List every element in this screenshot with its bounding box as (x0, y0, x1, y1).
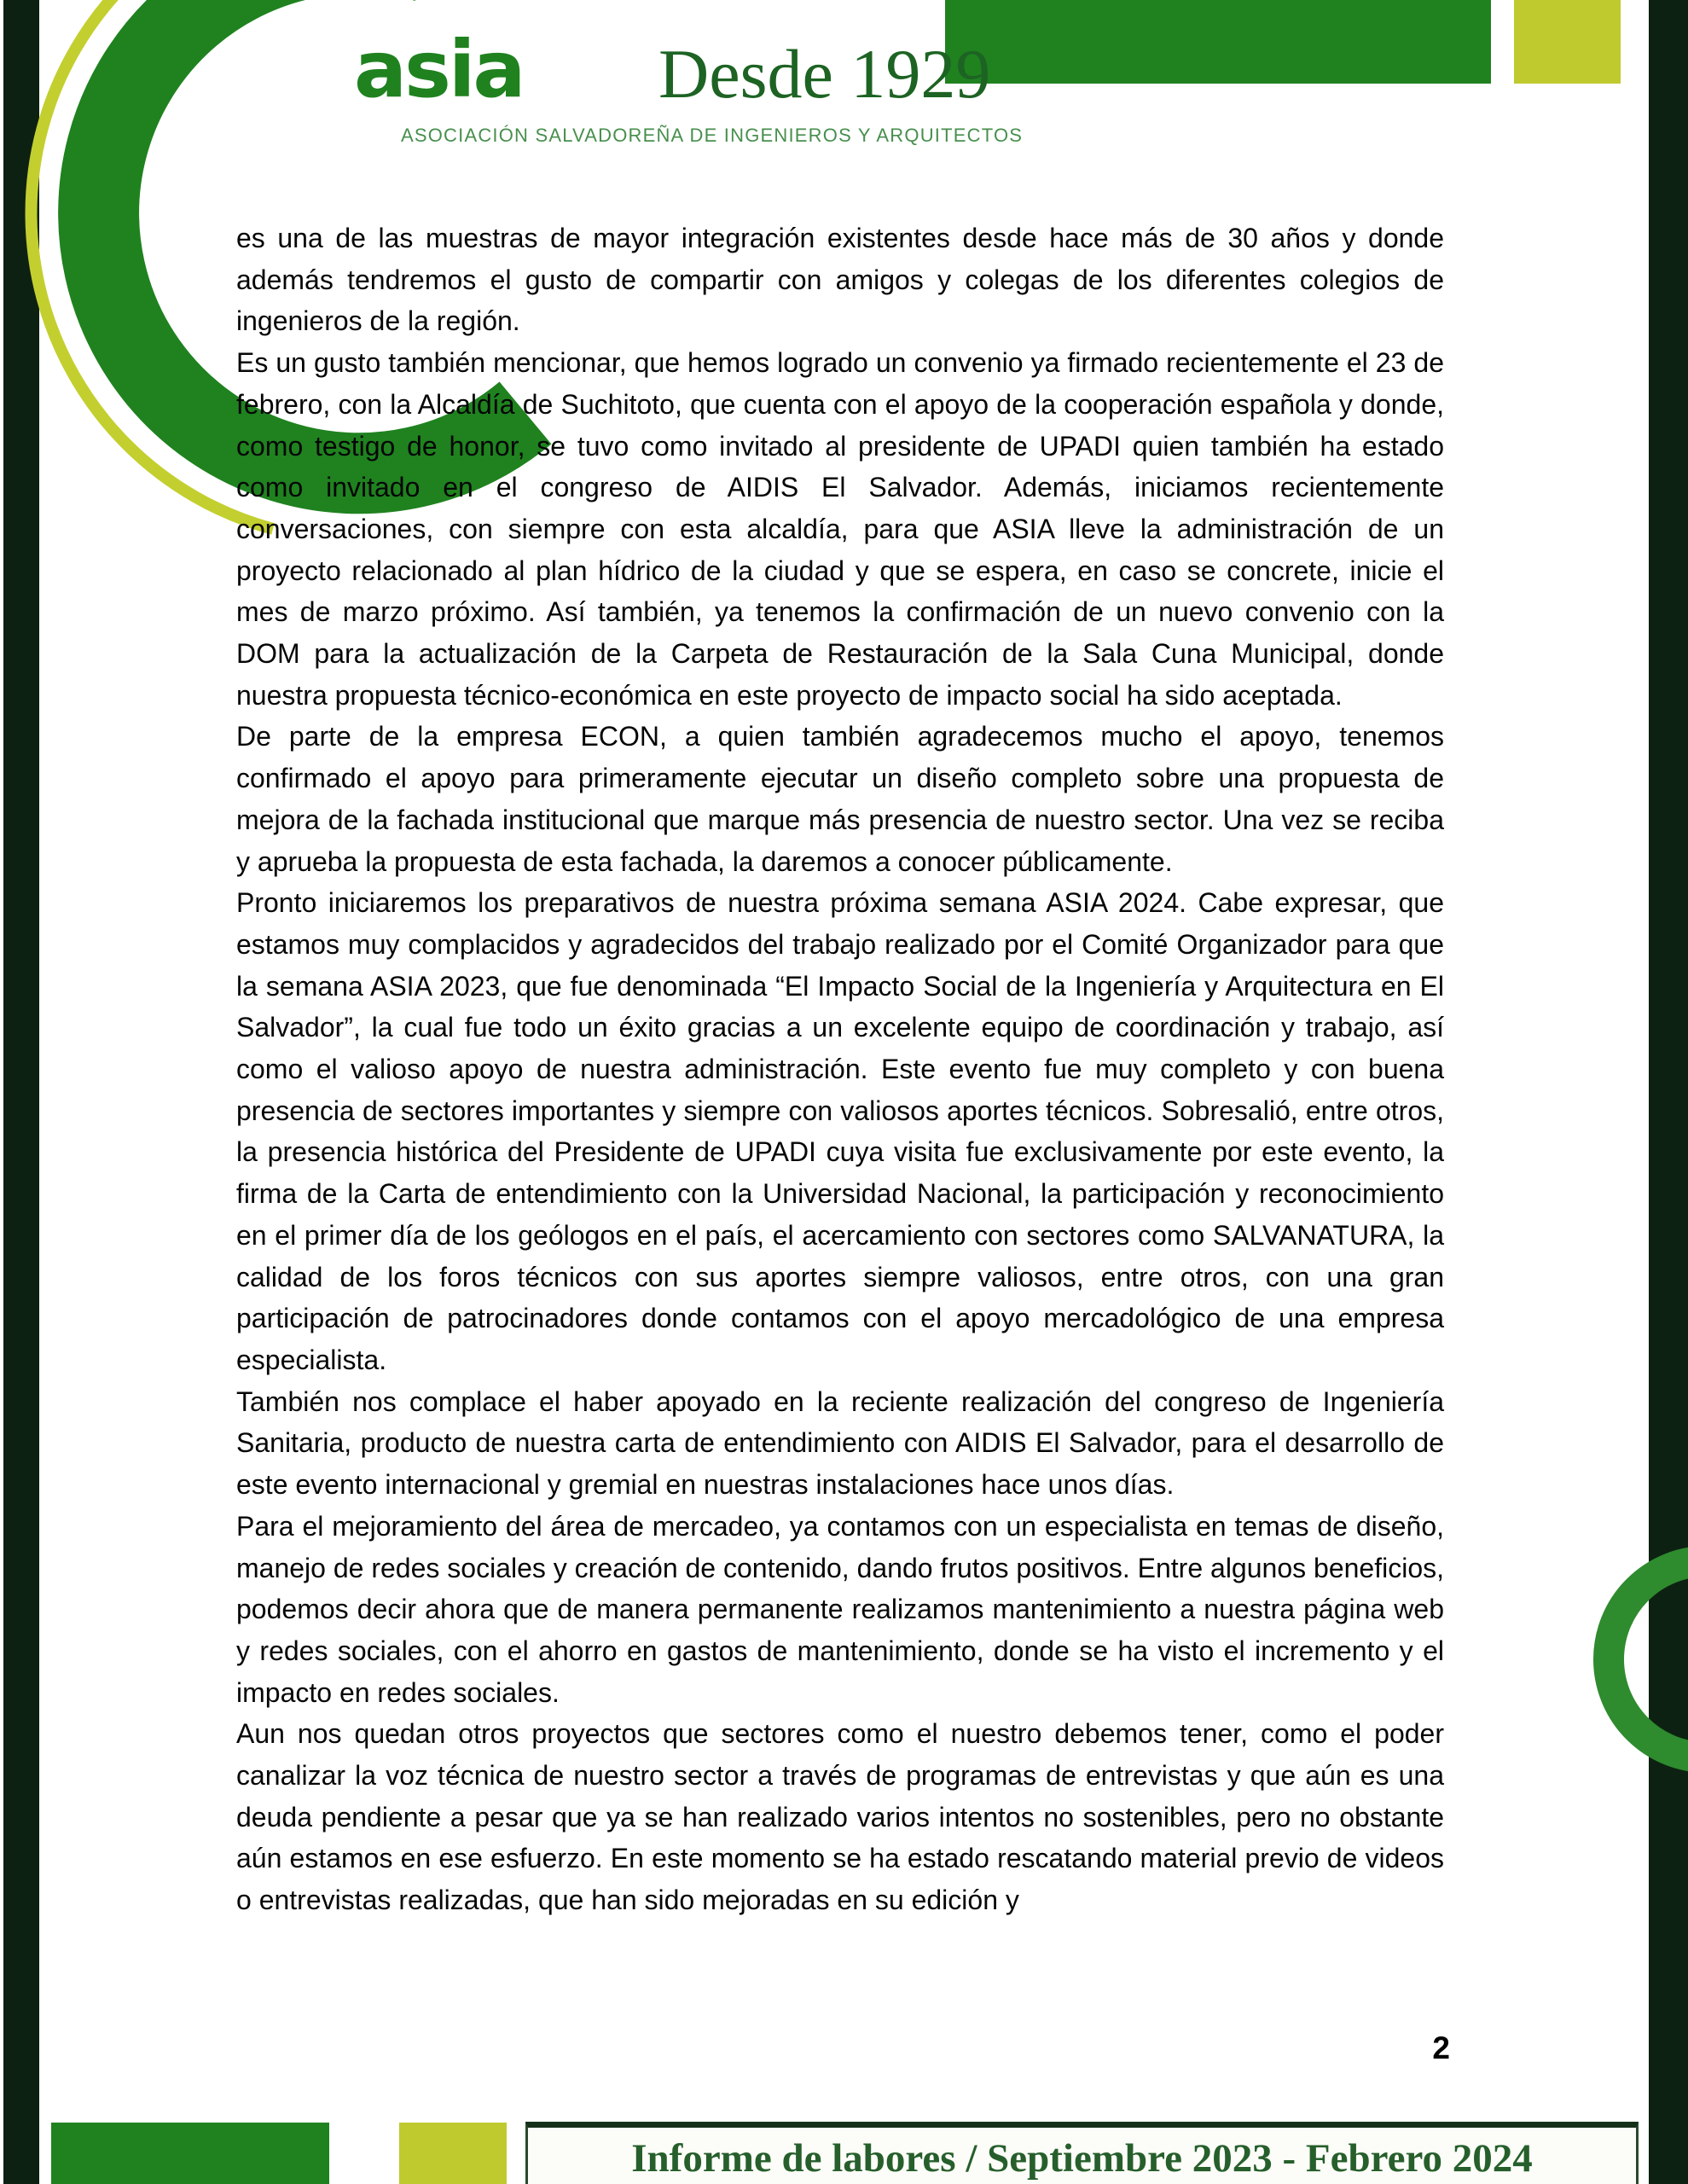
header-yellow-block (1514, 0, 1621, 84)
paragraph: También nos complace el haber apoyado en la reciente realización del congreso de Ingeniería Sanitaria, producto de nuestra carta de entendimiento con AIDIS El Salvador, para el desarrollo de este evento internacional y gremial en nuestras instalaciones hace unos días. (236, 1385, 1444, 1501)
asia-logo-text: asia (354, 24, 524, 115)
paragraph: Es un gusto también mencionar, que hemos logrado un convenio ya firmado recientemente el 23 de febrero, con la Alcaldía de Suchitoto, que cuenta con el apoyo de la cooperación española y donde, como testigo de honor, se tuvo como invitado al presidente de UPADI quien también ha estado como invitado en el congreso de AIDIS El Salvador. Además, iniciamos recientemente conversaciones, con siempre con esta alcaldía, para que ASIA lleve la administración de un proyecto relacionado al plan hídrico de la ciudad y que se espera, en caso se concrete, inicie el mes de marzo próximo. Así también, ya tenemos la confirmación de un nuevo convenio con la DOM para la actualización de la Carpeta de Restauración de la Sala Cuna Municipal, donde nuestra propuesta técnico-económica en este proyecto de impacto social ha sido aceptada. (236, 347, 1444, 711)
footer-banner-text: Informe de labores / Septiembre 2023 - Febrero 2024 (631, 2136, 1533, 2181)
logo-since-text: Desde 1929 (658, 35, 991, 113)
paragraph: Aun nos quedan otros proyectos que sectores como el nuestro debemos tener, como el poder canalizar la voz técnica de nuestro sector a través de programas de entrevistas y que aún es una deuda pendiente a pesar que ya se han realizado varios intentos no sostenibles, pero no obstante aún estamos en ese esfuerzo. En este momento se ha estado rescatando material previo de videos o entrevistas realizadas, que han sido mejoradas en su edición y (236, 1718, 1444, 1916)
logo-tagline: ASOCIACIÓN SALVADOREÑA DE INGENIEROS Y ARQUITECTOS (401, 125, 1024, 146)
paragraph: De parte de la empresa ECON, a quien también agradecemos mucho el apoyo, tenemos confirmado el apoyo para primeramente ejecutar un diseño completo sobre una propuesta de mejora de la fachada institucional que marque más presencia de nuestro sector. Una vez se reciba y aprueba la propuesta de esta fachada, la daremos a conocer públicamente. (236, 721, 1444, 877)
footer-yellow-block (399, 2123, 507, 2184)
right-edge-bar (1649, 0, 1688, 2184)
paragraph: es una de las muestras de mayor integración existentes desde hace más de 30 años y donde además tendremos el gusto de compartir con amigos y colegas de los diferentes colegios de ingenieros de la región. (236, 223, 1444, 337)
left-edge-bar (3, 0, 39, 2184)
paragraph: Pronto iniciaremos los preparativos de nuestra próxima semana ASIA 2024. Cabe expresar, que estamos muy complacidos y agradecidos del trabajo realizado por el Comité Organizador para que la semana ASIA 2023, que fue denominada “El Impacto Social de la Ingeniería y Arquitectura en El Salvador”, la cual fue todo un éxito gracias a un excelente equipo de coordinación y trabajo, así como el valioso apoyo de nuestra administración. Este evento fue muy completo y con buena presencia de sectores importantes y siempre con valiosos aportes técnicos. Sobresalió, entre otros, la presencia histórica del Presidente de UPADI cuya visita fue exclusivamente por este evento, la firma de la Carta de entendimiento con la Universidad Nacional, la participación y reconocimiento en el primer día de los geólogos en el país, el acercamiento con sectores como SALVANATURA, la calidad de los foros técnicos con sus aportes siempre valiosos, entre otros, con una gran participación de patrocinadores donde contamos con el apoyo mercadológico de una empresa especialista. (236, 887, 1444, 1375)
page-number: 2 (1432, 2030, 1450, 2065)
paragraph: Para el mejoramiento del área de mercadeo, ya contamos con un especialista en temas de diseño, manejo de redes sociales y creación de contenido, dando frutos positivos. Entre algunos beneficios, podemos decir ahora que de manera permanente realizamos mantenimiento a nuestra página web y redes sociales, con el ahorro en gastos de mantenimiento, donde se ha visto el incremento y el impacto en redes sociales. (236, 1510, 1444, 1708)
footer-banner (525, 2122, 1639, 2184)
footer-green-block (51, 2123, 329, 2184)
header-green-block (945, 0, 1491, 84)
report-body-text (236, 218, 1444, 1921)
